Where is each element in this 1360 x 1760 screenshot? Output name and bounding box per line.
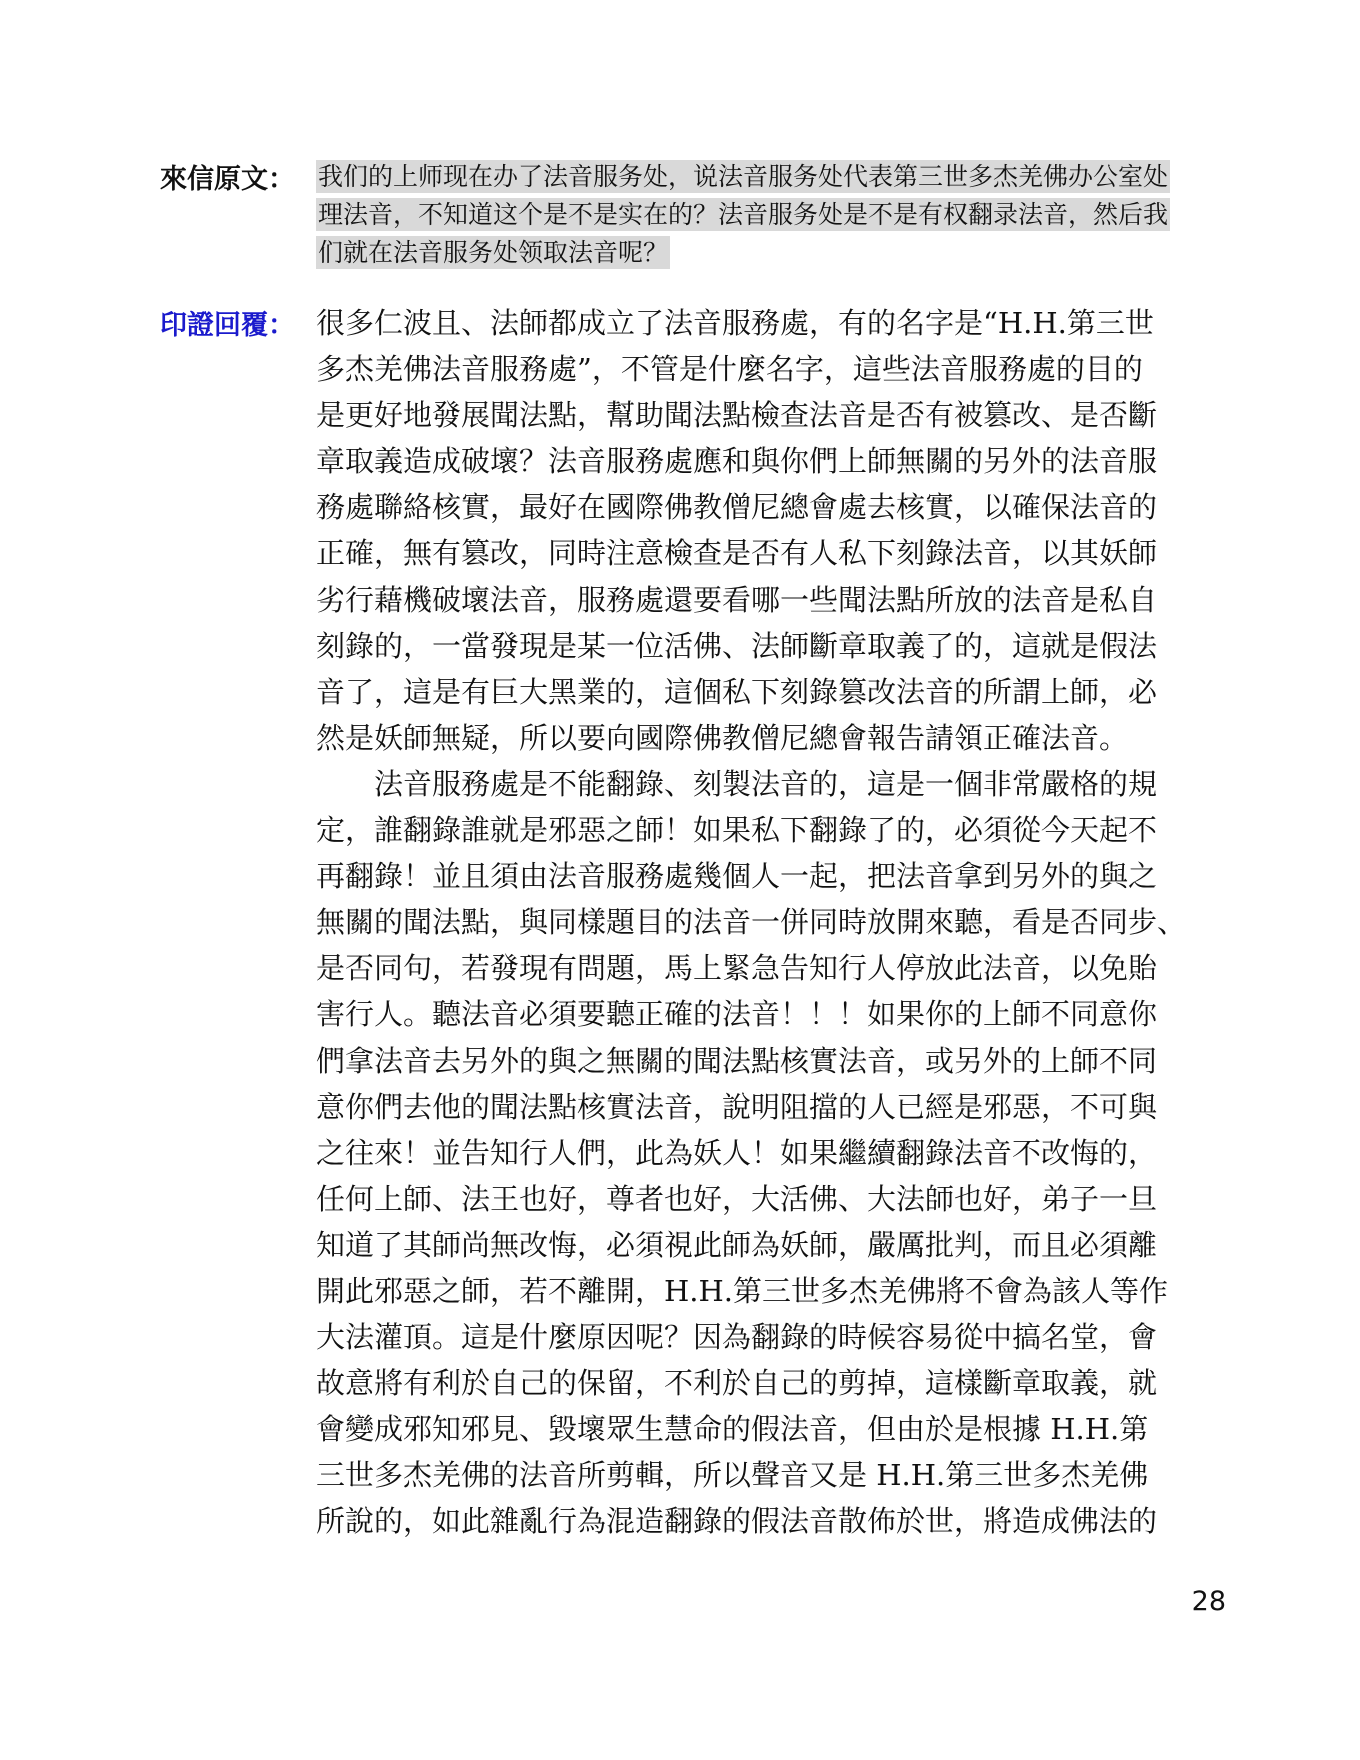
reply-line: 們拿法音去另外的與之無關的聞法點核實法音，或另外的上師不同	[316, 1043, 1158, 1078]
reply-line: 意你們去他的聞法點核實法音，說明阻擋的人已經是邪惡，不可與	[316, 1089, 1158, 1124]
reply-line: 大法灌頂。這是什麼原因呢？因為翻錄的時候容易從中搞名堂，會	[316, 1320, 1158, 1355]
letter-text	[316, 158, 1216, 272]
reply-line: 很多仁波且、法師都成立了法音服務處，有的名字是“H.H.第三世	[316, 306, 1154, 340]
reply-line: 然是妖師無疑，所以要向國際佛教僧尼總會報告請領正確法音。	[316, 720, 1129, 755]
reply-line: 故意將有利於自己的保留，不利於自己的剪掉，這樣斷章取義，就	[316, 1366, 1158, 1401]
reply-line: 務處聯絡核實，最好在國際佛教僧尼總會處去核實，以確保法音的	[316, 490, 1158, 525]
reply-line: 開此邪惡之師，若不離開，H.H.第三世多杰羌佛將不會為該人等作	[316, 1273, 1169, 1308]
reply-line: 音了，這是有巨大黑業的，這個私下刻錄篡改法音的所謂上師，必	[316, 674, 1158, 709]
reply-line: 之往來！並告知行人們，此為妖人！如果繼續翻錄法音不改悔的，	[316, 1135, 1158, 1170]
reply-line: 無關的聞法點，與同樣題目的法音一併同時放開來聽，看是否同步、	[316, 905, 1187, 940]
reply-line: 是更好地發展聞法點，幫助聞法點檢查法音是否有被篡改、是否斷	[316, 398, 1158, 433]
highlighted-text: 我们的上师现在办了法音服务处，说法音服务处代表第三世多杰羌佛办公室处	[318, 162, 1169, 191]
letter-line	[316, 158, 1216, 196]
letter-line	[316, 196, 1216, 234]
reply-line: 害行人。聽法音必須要聽正確的法音！！！如果你的上師不同意你	[316, 997, 1158, 1032]
reply-line: 知道了其師尚無改悔，必須視此師為妖師，嚴厲批判，而且必須離	[316, 1227, 1158, 1262]
reply-line: 再翻錄！並且須由法音服務處幾個人一起，把法音拿到另外的與之	[316, 859, 1158, 894]
reply-line: 正確，無有篡改，同時注意檢查是否有人私下刻錄法音，以其妖師	[316, 536, 1158, 571]
letter-line	[316, 234, 1216, 272]
reply-line: 會變成邪知邪見、毀壞眾生慧命的假法音，但由於是根據 H.H.第	[316, 1412, 1149, 1447]
reply-line: 法音服務處是不能翻錄、刻製法音的，這是一個非常嚴格的規	[374, 766, 1158, 801]
reply-line: 定，誰翻錄誰就是邪惡之師！如果私下翻錄了的，必須從今天起不	[316, 813, 1158, 848]
reply-line: 章取義造成破壞？法音服務處應和與你們上師無關的另外的法音服	[316, 444, 1158, 479]
reply-text	[316, 300, 1226, 1545]
reply-line: 劣行藉機破壞法音，服務處還要看哪一些聞法點所放的法音是私自	[316, 582, 1158, 617]
letter-label: 來信原文：	[160, 164, 295, 195]
page-number: 28	[1191, 1586, 1226, 1617]
highlighted-text: 们就在法音服务处领取法音呢？	[318, 238, 669, 267]
reply-line: 刻錄的，一當發現是某一位活佛、法師斷章取義了的，這就是假法	[316, 628, 1158, 663]
reply-line: 是否同句，若發現有問題，馬上緊急告知行人停放此法音，以免貽	[316, 951, 1158, 986]
reply-line: 所說的，如此雜亂行為混造翻錄的假法音散佈於世，將造成佛法的	[316, 1504, 1158, 1539]
reply-line: 多杰羌佛法音服務處”，不管是什麼名字，這些法音服務處的目的	[316, 352, 1143, 387]
highlighted-text: 理法音，不知道这个是不是实在的？法音服务处是不是有权翻录法音，然后我	[318, 200, 1169, 229]
reply-line: 任何上師、法王也好，尊者也好，大活佛、大法師也好，弟子一旦	[316, 1181, 1158, 1216]
reply-line: 三世多杰羌佛的法音所剪輯，所以聲音又是 H.H.第三世多杰羌佛	[316, 1458, 1149, 1493]
reply-label: 印證回覆：	[160, 310, 295, 341]
